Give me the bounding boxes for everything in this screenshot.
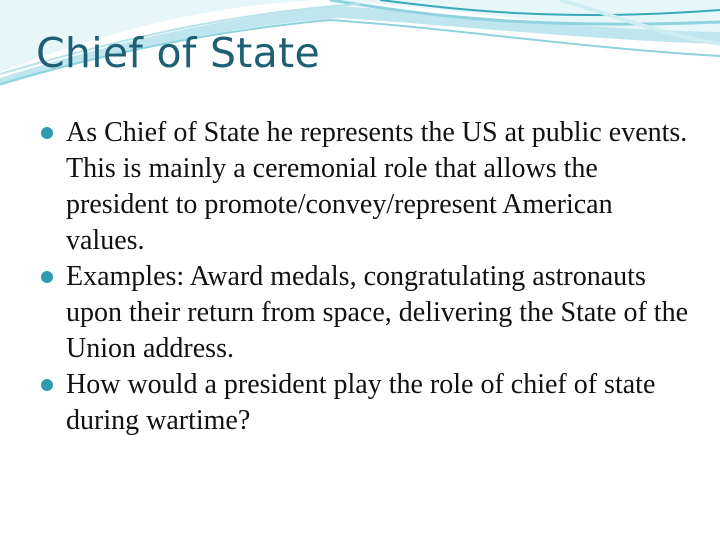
- bullet-text: As Chief of State he represents the US at public events. This is mainly a ceremonial role that allows the president to promote/convey/represent American values.: [66, 117, 688, 256]
- bullet-text: How would a president play the role of chief of state during wartime?: [66, 369, 656, 436]
- bullet-text: Examples: Award medals, congratulating astronauts upon their return from space, delivering the State of the Union address.: [66, 261, 689, 364]
- slide-title: Chief of State: [36, 29, 320, 77]
- bullet-item-question: [36, 367, 696, 439]
- bullet-dot-icon: [41, 271, 53, 283]
- bullet-item-examples: [36, 259, 696, 367]
- bullet-dot-icon: [41, 379, 53, 391]
- bullet-list: [36, 115, 696, 439]
- bullet-dot-icon: [41, 127, 53, 139]
- bullet-item-chief-of-state: [36, 115, 696, 259]
